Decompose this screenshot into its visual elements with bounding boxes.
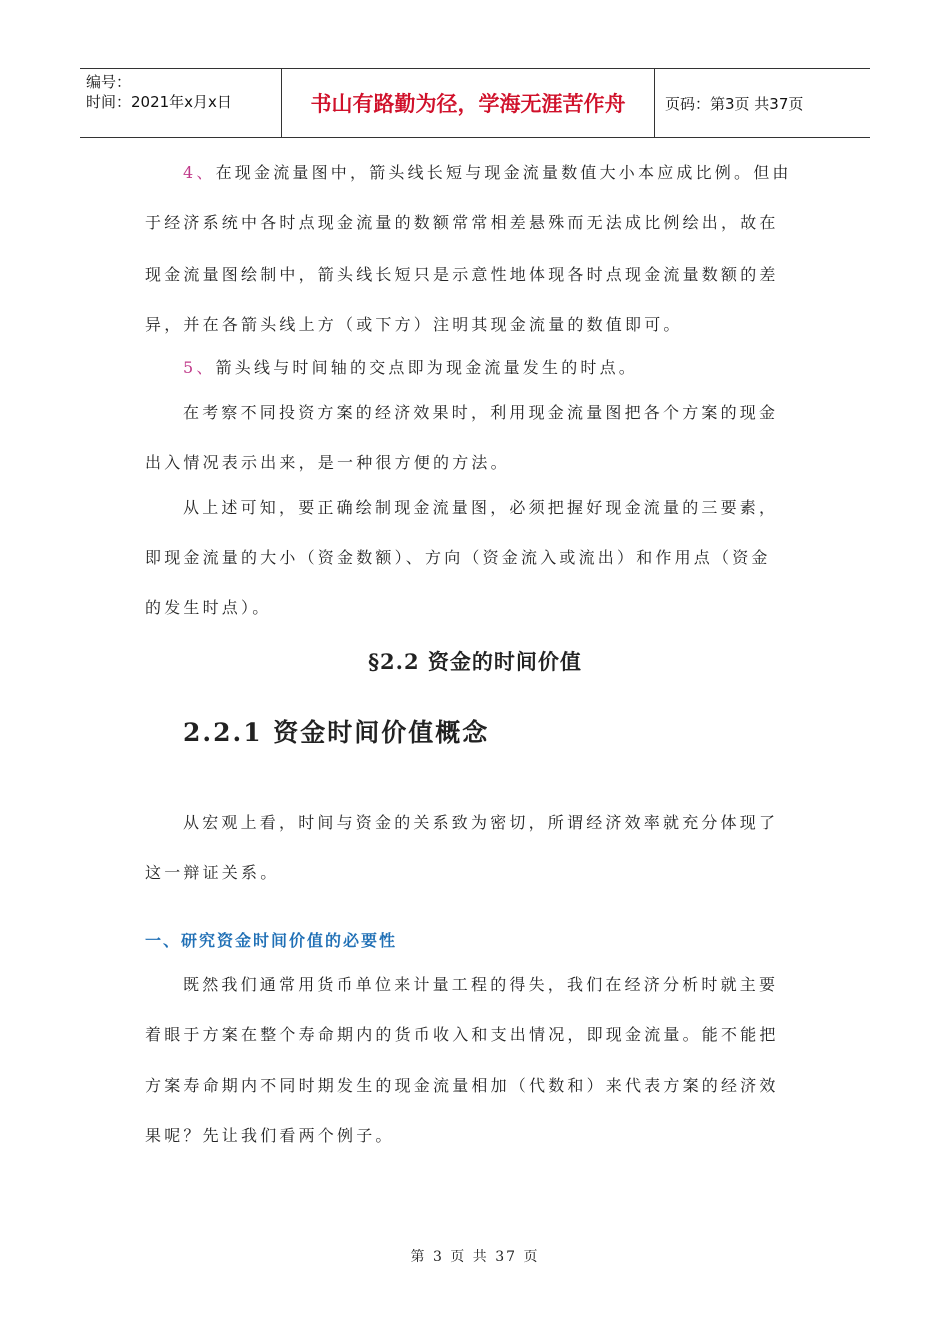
paragraph-4-line-3: 现金流量图绘制中，箭头线长短只是示意性地体现各时点现金流量数额的差: [145, 265, 779, 284]
item-number-4: 4、: [183, 163, 216, 182]
item-number-5: 5、: [183, 358, 216, 377]
heading-necessity: 一、研究资金时间价值的必要性: [145, 931, 398, 950]
time-label: 时间：2021年x月x日: [86, 93, 232, 111]
serial-label: 编号：: [86, 73, 132, 91]
header-page-info: 页码：第3页 共37页: [665, 94, 804, 113]
subsection-title: 2.2.1 资金时间价值概念: [183, 718, 490, 747]
paragraph-4-line-4: 异，并在各箭头线上方（或下方）注明其现金流量的数值即可。: [145, 315, 683, 334]
paragraph-5: 5、箭头线与时间轴的交点即为现金流量发生的时点。: [183, 358, 638, 377]
paragraph-4-line-2: 于经济系统中各时点现金流量的数额常常相差悬殊而无法成比例绘出，故在: [145, 213, 779, 232]
paragraph-d-line-3: 方案寿命期内不同时期发生的现金流量相加（代数和）来代表方案的经济效: [145, 1076, 779, 1095]
paragraph-a-line-2: 出入情况表示出来，是一种很方便的方法。: [145, 453, 510, 472]
header-meta: [80, 69, 282, 137]
paragraph-c-line-1: 从宏观上看，时间与资金的关系致为密切，所谓经济效率就充分体现了: [183, 813, 779, 832]
page-header: [80, 68, 870, 138]
paragraph-4-line-1: 4、在现金流量图中，箭头线长短与现金流量数值大小本应成比例。但由: [183, 163, 792, 182]
paragraph-b-line-2: 即现金流量的大小（资金数额）、方向（资金流入或流出）和作用点（资金: [145, 548, 771, 567]
paragraph-d-line-1: 既然我们通常用货币单位来计量工程的得失，我们在经济分析时就主要: [183, 975, 779, 994]
paragraph-d-line-4: 果呢？先让我们看两个例子。: [145, 1126, 395, 1145]
section-title: §2.2 资金的时间价值: [368, 649, 582, 674]
paragraph-a-line-1: 在考察不同投资方案的经济效果时，利用现金流量图把各个方案的现金: [183, 403, 779, 422]
paragraph-b-line-3: 的发生时点）。: [145, 598, 272, 617]
paragraph-b-line-1: 从上述可知，要正确绘制现金流量图，必须把握好现金流量的三要素，: [183, 498, 779, 517]
header-motto: 书山有路勤为径，学海无涯苦作舟: [282, 69, 655, 137]
page-footer: 第 3 页 共 37 页: [410, 1249, 540, 1265]
paragraph-d-line-2: 着眼于方案在整个寿命期内的货币收入和支出情况，即现金流量。能不能把: [145, 1025, 779, 1044]
paragraph-c-line-2: 这一辩证关系。: [145, 863, 280, 882]
